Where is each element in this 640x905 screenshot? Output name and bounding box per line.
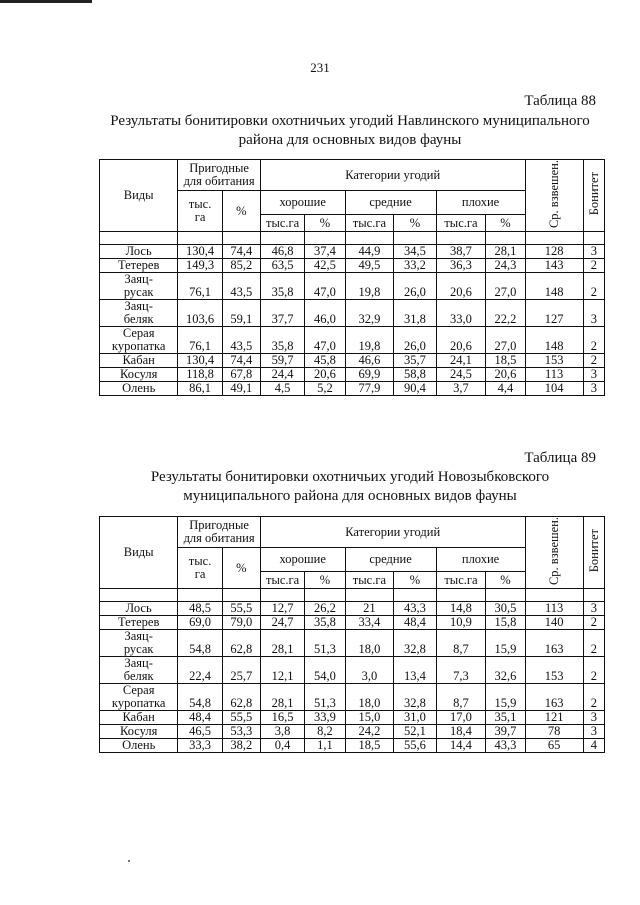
- table-89-title-line-2: муниципального района для основных видов фауны: [183, 488, 517, 504]
- value-cell: 15,8: [486, 616, 525, 630]
- table-row: [100, 684, 605, 711]
- value-cell: 46,8: [260, 245, 304, 259]
- table-89-label: Таблица 89: [524, 450, 596, 466]
- value-cell: 26,2: [305, 602, 345, 616]
- value-cell: 13,4: [394, 657, 436, 684]
- table-88-title: [100, 112, 600, 150]
- value-cell: 35,1: [486, 711, 525, 725]
- value-cell: 3: [583, 368, 604, 382]
- value-cell: 8,2: [305, 725, 345, 739]
- value-cell: 18,4: [436, 725, 486, 739]
- species-name-line-2: беляк: [123, 312, 154, 327]
- value-cell: 2: [583, 327, 604, 354]
- species-header: Виды: [100, 160, 178, 232]
- value-cell: 28,1: [486, 245, 525, 259]
- suitable-pct-header: %: [222, 548, 260, 589]
- value-cell: 43,5: [222, 273, 260, 300]
- value-cell: 18,5: [345, 739, 394, 753]
- value-cell: 27,0: [486, 273, 525, 300]
- value-cell: 24,7: [260, 616, 304, 630]
- value-cell: 3,0: [345, 657, 394, 684]
- table-row: [100, 368, 605, 382]
- suitable-header: Пригодные для обитания: [178, 160, 261, 191]
- value-cell: 24,2: [345, 725, 394, 739]
- table-89-title-line-1: Результаты бонитировки охотничьих угодий Новозыбковского: [150, 469, 550, 485]
- value-cell: 48,4: [178, 711, 222, 725]
- value-cell: 24,4: [260, 368, 304, 382]
- medium-header: средние: [345, 548, 436, 572]
- poor-pct-header: %: [486, 572, 525, 589]
- value-cell: 24,5: [436, 368, 486, 382]
- value-cell: 28,1: [260, 684, 304, 711]
- bonitet-header: Бонитет: [583, 160, 604, 232]
- value-cell: 130,4: [178, 245, 222, 259]
- value-cell: 8,7: [436, 684, 486, 711]
- species-name-line-1: Серая: [122, 326, 155, 341]
- value-cell: 3,7: [436, 382, 486, 396]
- value-cell: 2: [583, 684, 604, 711]
- species-name-cell: Лось: [100, 602, 178, 616]
- value-cell: 3: [583, 725, 604, 739]
- species-name-cell: [100, 273, 178, 300]
- table-row: [100, 602, 605, 616]
- medium-header: средние: [345, 191, 436, 215]
- table-88-title-line-1: Результаты бонитировки охотничьих угодий Навлинского муниципального: [110, 113, 590, 129]
- species-name-line-2: беляк: [123, 669, 154, 684]
- value-cell: 153: [525, 354, 583, 368]
- table-row: [100, 259, 605, 273]
- value-cell: 15,9: [486, 630, 525, 657]
- table-row: [100, 616, 605, 630]
- value-cell: 24,1: [436, 354, 486, 368]
- species-name-cell: Лось: [100, 245, 178, 259]
- table-row: [100, 711, 605, 725]
- value-cell: 62,8: [222, 630, 260, 657]
- value-cell: 20,6: [436, 273, 486, 300]
- value-cell: 79,0: [222, 616, 260, 630]
- table-89-body: [100, 589, 605, 753]
- value-cell: 77,9: [345, 382, 394, 396]
- value-cell: 2: [583, 273, 604, 300]
- value-cell: 4,5: [260, 382, 304, 396]
- value-cell: 42,5: [305, 259, 345, 273]
- poor-header: плохие: [436, 191, 525, 215]
- value-cell: 76,1: [178, 327, 222, 354]
- value-cell: 22,4: [178, 657, 222, 684]
- value-cell: 54,0: [305, 657, 345, 684]
- value-cell: 24,3: [486, 259, 525, 273]
- value-cell: 37,4: [305, 245, 345, 259]
- value-cell: 46,6: [345, 354, 394, 368]
- value-cell: 38,7: [436, 245, 486, 259]
- value-cell: 28,1: [260, 630, 304, 657]
- value-cell: 8,7: [436, 630, 486, 657]
- value-cell: 54,8: [178, 630, 222, 657]
- value-cell: 26,0: [394, 327, 436, 354]
- good-pct-header: %: [305, 572, 345, 589]
- value-cell: 2: [583, 616, 604, 630]
- value-cell: 33,3: [178, 739, 222, 753]
- value-cell: 3: [583, 382, 604, 396]
- avg-weighted-header: Ср. взвешен.: [525, 160, 583, 232]
- value-cell: 46,0: [305, 300, 345, 327]
- value-cell: 18,0: [345, 630, 394, 657]
- value-cell: 33,4: [345, 616, 394, 630]
- species-name-cell: Кабан: [100, 354, 178, 368]
- value-cell: 35,8: [260, 273, 304, 300]
- value-cell: 27,0: [486, 327, 525, 354]
- value-cell: 74,4: [222, 354, 260, 368]
- good-header: хорошие: [260, 191, 345, 215]
- value-cell: 3,8: [260, 725, 304, 739]
- value-cell: 47,0: [305, 273, 345, 300]
- value-cell: 18,5: [486, 354, 525, 368]
- value-cell: 52,1: [394, 725, 436, 739]
- value-cell: 55,5: [222, 602, 260, 616]
- value-cell: 130,4: [178, 354, 222, 368]
- species-name-line-2: русак: [123, 285, 154, 300]
- value-cell: 26,0: [394, 273, 436, 300]
- value-cell: 30,5: [486, 602, 525, 616]
- species-name-line-1: Серая: [122, 683, 155, 698]
- value-cell: 0,4: [260, 739, 304, 753]
- value-cell: 14,8: [436, 602, 486, 616]
- value-cell: 45,8: [305, 354, 345, 368]
- value-cell: 59,7: [260, 354, 304, 368]
- value-cell: 10,9: [436, 616, 486, 630]
- suitable-pct-header: %: [222, 191, 260, 232]
- spacer-row: [100, 589, 605, 602]
- value-cell: 90,4: [394, 382, 436, 396]
- value-cell: 48,4: [394, 616, 436, 630]
- value-cell: 33,0: [436, 300, 486, 327]
- table-row: [100, 354, 605, 368]
- table-89-title: [100, 468, 600, 506]
- value-cell: 51,3: [305, 684, 345, 711]
- suitable-header: Пригодные для обитания: [178, 517, 261, 548]
- value-cell: 43,5: [222, 327, 260, 354]
- species-name-cell: Косуля: [100, 368, 178, 382]
- value-cell: 55,6: [394, 739, 436, 753]
- value-cell: 2: [583, 657, 604, 684]
- value-cell: 35,8: [305, 616, 345, 630]
- medium-pct-header: %: [394, 572, 436, 589]
- medium-pct-header: %: [394, 215, 436, 232]
- ths-ha-header: тыс. га: [178, 548, 222, 589]
- species-name-cell: Косуля: [100, 725, 178, 739]
- value-cell: 148: [525, 327, 583, 354]
- value-cell: 140: [525, 616, 583, 630]
- value-cell: 53,3: [222, 725, 260, 739]
- value-cell: 35,8: [260, 327, 304, 354]
- value-cell: 19,8: [345, 327, 394, 354]
- value-cell: 37,7: [260, 300, 304, 327]
- value-cell: 12,1: [260, 657, 304, 684]
- value-cell: 35,7: [394, 354, 436, 368]
- species-name-line-1: Заяц-: [124, 272, 153, 287]
- value-cell: 39,7: [486, 725, 525, 739]
- value-cell: 67,8: [222, 368, 260, 382]
- value-cell: 121: [525, 711, 583, 725]
- value-cell: 19,8: [345, 273, 394, 300]
- value-cell: 59,1: [222, 300, 260, 327]
- value-cell: 2: [583, 259, 604, 273]
- species-name-cell: [100, 684, 178, 711]
- value-cell: 43,3: [394, 602, 436, 616]
- value-cell: 33,9: [305, 711, 345, 725]
- table-row: [100, 725, 605, 739]
- value-cell: 44,9: [345, 245, 394, 259]
- value-cell: 43,3: [486, 739, 525, 753]
- value-cell: 38,2: [222, 739, 260, 753]
- table-88-label: Таблица 88: [524, 93, 596, 109]
- value-cell: 113: [525, 368, 583, 382]
- species-header: Виды: [100, 517, 178, 589]
- table-row: [100, 657, 605, 684]
- value-cell: 3: [583, 245, 604, 259]
- value-cell: 58,8: [394, 368, 436, 382]
- value-cell: 128: [525, 245, 583, 259]
- good-ths-header: тыс.га: [260, 215, 304, 232]
- top-border-line: [0, 0, 92, 3]
- value-cell: 12,7: [260, 602, 304, 616]
- value-cell: 25,7: [222, 657, 260, 684]
- value-cell: 103,6: [178, 300, 222, 327]
- value-cell: 2: [583, 354, 604, 368]
- value-cell: 31,0: [394, 711, 436, 725]
- poor-header: плохие: [436, 548, 525, 572]
- value-cell: 104: [525, 382, 583, 396]
- value-cell: 47,0: [305, 327, 345, 354]
- value-cell: 76,1: [178, 273, 222, 300]
- value-cell: 48,5: [178, 602, 222, 616]
- table-88-title-line-2: района для основных видов фауны: [238, 132, 462, 148]
- table-row: [100, 630, 605, 657]
- value-cell: 5,2: [305, 382, 345, 396]
- good-pct-header: %: [305, 215, 345, 232]
- species-name-cell: [100, 327, 178, 354]
- value-cell: 20,6: [486, 368, 525, 382]
- page-number: 231: [310, 60, 330, 75]
- species-name-line-1: Заяц-: [124, 299, 153, 314]
- value-cell: 22,2: [486, 300, 525, 327]
- value-cell: 153: [525, 657, 583, 684]
- value-cell: 34,5: [394, 245, 436, 259]
- value-cell: 20,6: [305, 368, 345, 382]
- value-cell: 33,2: [394, 259, 436, 273]
- species-name-line-2: куропатка: [111, 696, 166, 711]
- categories-header: Категории угодий: [260, 160, 525, 191]
- value-cell: 62,8: [222, 684, 260, 711]
- value-cell: 20,6: [436, 327, 486, 354]
- value-cell: 74,4: [222, 245, 260, 259]
- value-cell: 118,8: [178, 368, 222, 382]
- value-cell: 127: [525, 300, 583, 327]
- ths-ha-header: тыс. га: [178, 191, 222, 232]
- avg-weighted-header: Ср. взвешен.: [525, 517, 583, 589]
- poor-ths-header: тыс.га: [436, 215, 486, 232]
- value-cell: 16,5: [260, 711, 304, 725]
- value-cell: 31,8: [394, 300, 436, 327]
- table-row: [100, 327, 605, 354]
- table-89: [99, 516, 605, 753]
- table-row: [100, 382, 605, 396]
- value-cell: 17,0: [436, 711, 486, 725]
- value-cell: 46,5: [178, 725, 222, 739]
- species-name-line-1: Заяц-: [124, 656, 153, 671]
- value-cell: 1,1: [305, 739, 345, 753]
- value-cell: 32,8: [394, 630, 436, 657]
- species-name-cell: [100, 657, 178, 684]
- value-cell: 18,0: [345, 684, 394, 711]
- species-name-cell: Олень: [100, 739, 178, 753]
- value-cell: 69,9: [345, 368, 394, 382]
- value-cell: 54,8: [178, 684, 222, 711]
- medium-ths-header: тыс.га: [345, 215, 394, 232]
- value-cell: 51,3: [305, 630, 345, 657]
- value-cell: 163: [525, 630, 583, 657]
- species-name-cell: Тетерев: [100, 259, 178, 273]
- value-cell: 4: [583, 739, 604, 753]
- spacer-row: [100, 232, 605, 245]
- value-cell: 85,2: [222, 259, 260, 273]
- value-cell: 7,3: [436, 657, 486, 684]
- value-cell: 4,4: [486, 382, 525, 396]
- value-cell: 15,0: [345, 711, 394, 725]
- value-cell: 2: [583, 630, 604, 657]
- value-cell: 21: [345, 602, 394, 616]
- value-cell: 14,4: [436, 739, 486, 753]
- table-row: [100, 245, 605, 259]
- species-name-cell: Тетерев: [100, 616, 178, 630]
- species-name-cell: Кабан: [100, 711, 178, 725]
- value-cell: 63,5: [260, 259, 304, 273]
- species-name-line-1: Заяц-: [124, 629, 153, 644]
- value-cell: 148: [525, 273, 583, 300]
- value-cell: 163: [525, 684, 583, 711]
- value-cell: 15,9: [486, 684, 525, 711]
- species-name-cell: [100, 630, 178, 657]
- species-name-line-2: русак: [123, 642, 154, 657]
- table-88: [99, 159, 605, 396]
- value-cell: 143: [525, 259, 583, 273]
- value-cell: 49,1: [222, 382, 260, 396]
- value-cell: 3: [583, 300, 604, 327]
- categories-header: Категории угодий: [260, 517, 525, 548]
- value-cell: 65: [525, 739, 583, 753]
- table-row: [100, 273, 605, 300]
- table-row: [100, 739, 605, 753]
- poor-ths-header: тыс.га: [436, 572, 486, 589]
- species-name-cell: Олень: [100, 382, 178, 396]
- good-ths-header: тыс.га: [260, 572, 304, 589]
- table-row: [100, 300, 605, 327]
- value-cell: 3: [583, 711, 604, 725]
- table-88-body: [100, 232, 605, 396]
- good-header: хорошие: [260, 548, 345, 572]
- value-cell: 78: [525, 725, 583, 739]
- value-cell: 86,1: [178, 382, 222, 396]
- poor-pct-header: %: [486, 215, 525, 232]
- value-cell: 149,3: [178, 259, 222, 273]
- value-cell: 55,5: [222, 711, 260, 725]
- bonitet-header: Бонитет: [583, 517, 604, 589]
- value-cell: 32,9: [345, 300, 394, 327]
- species-name-line-2: куропатка: [111, 339, 166, 354]
- value-cell: 49,5: [345, 259, 394, 273]
- value-cell: 32,8: [394, 684, 436, 711]
- value-cell: 69,0: [178, 616, 222, 630]
- value-cell: 32,6: [486, 657, 525, 684]
- species-name-cell: [100, 300, 178, 327]
- scan-speck: [128, 860, 130, 862]
- value-cell: 113: [525, 602, 583, 616]
- value-cell: 36,3: [436, 259, 486, 273]
- medium-ths-header: тыс.га: [345, 572, 394, 589]
- value-cell: 3: [583, 602, 604, 616]
